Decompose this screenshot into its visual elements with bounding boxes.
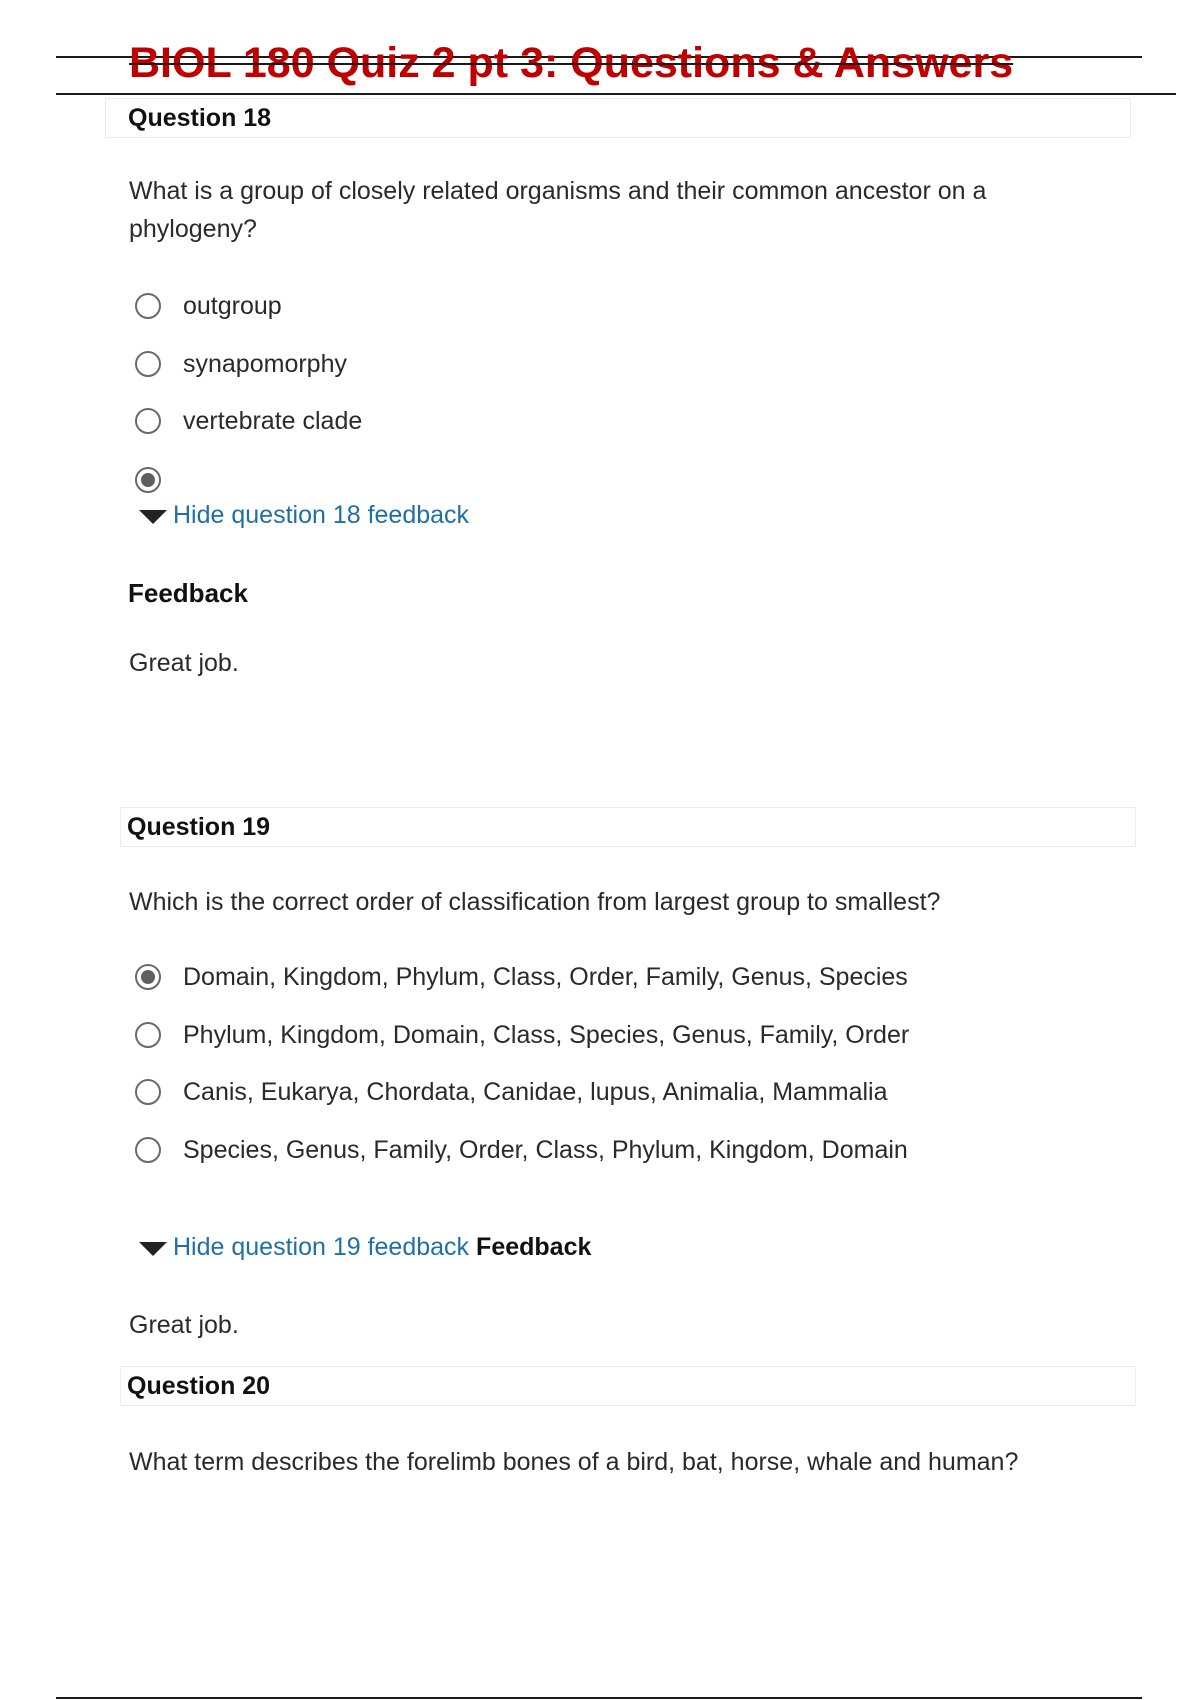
radio-button[interactable] xyxy=(135,408,161,434)
option-label: synapomorphy xyxy=(183,349,347,378)
radio-button[interactable] xyxy=(135,1079,161,1105)
option-label: vertebrate clade xyxy=(183,406,363,435)
option-label: Species, Genus, Family, Order, Class, Phylum, Kingdom, Domain xyxy=(183,1135,908,1164)
answer-option[interactable] xyxy=(135,286,282,326)
feedback-heading: Feedback xyxy=(128,578,248,608)
answer-option[interactable] xyxy=(135,1015,909,1055)
feedback-heading: Feedback xyxy=(476,1232,592,1261)
feedback-toggle-row xyxy=(139,1229,591,1265)
title-underline-rule xyxy=(56,93,1176,95)
answer-option-selected[interactable] xyxy=(135,460,183,500)
radio-button[interactable] xyxy=(135,1022,161,1048)
option-label: Domain, Kingdom, Phylum, Class, Order, Family, Genus, Species xyxy=(183,962,908,991)
question-header: Question 18 xyxy=(105,98,1131,138)
radio-button[interactable] xyxy=(135,293,161,319)
question-text: What is a group of closely related organisms and their common ancestor on a phylogeny? xyxy=(129,177,987,243)
answer-option[interactable] xyxy=(135,344,347,384)
caret-down-icon[interactable] xyxy=(139,1242,167,1256)
answer-option[interactable] xyxy=(135,401,362,441)
question-header: Question 20 xyxy=(120,1366,1136,1406)
document-title: BIOL 180 Quiz 2 pt 3: Questions & Answers xyxy=(129,39,1014,87)
answer-option-selected[interactable] xyxy=(135,957,908,997)
radio-button[interactable] xyxy=(135,351,161,377)
feedback-toggle-row xyxy=(139,497,469,533)
question-text: Which is the correct order of classification from largest group to smallest? xyxy=(129,888,941,916)
feedback-text: Great job. xyxy=(129,649,239,677)
option-label: Canis, Eukarya, Chordata, Canidae, lupus, Animalia, Mammalia xyxy=(183,1077,888,1106)
feedback-text: Great job. xyxy=(129,1311,239,1339)
question-text: What term describes the forelimb bones of a bird, bat, horse, whale and human? xyxy=(129,1448,1019,1476)
radio-button-selected[interactable] xyxy=(135,467,161,493)
bottom-rule xyxy=(56,1697,1142,1699)
answer-option[interactable] xyxy=(135,1072,888,1112)
hide-feedback-link[interactable]: Hide question 19 feedback xyxy=(173,1232,470,1261)
radio-button[interactable] xyxy=(135,1137,161,1163)
option-label: Phylum, Kingdom, Domain, Class, Species, Genus, Family, Order xyxy=(183,1020,910,1049)
caret-down-icon[interactable] xyxy=(139,510,167,524)
hide-feedback-link[interactable]: Hide question 18 feedback xyxy=(173,500,470,529)
question-header: Question 19 xyxy=(120,807,1136,847)
option-label: outgroup xyxy=(183,291,282,320)
answer-option[interactable] xyxy=(135,1130,908,1170)
radio-button-selected[interactable] xyxy=(135,964,161,990)
